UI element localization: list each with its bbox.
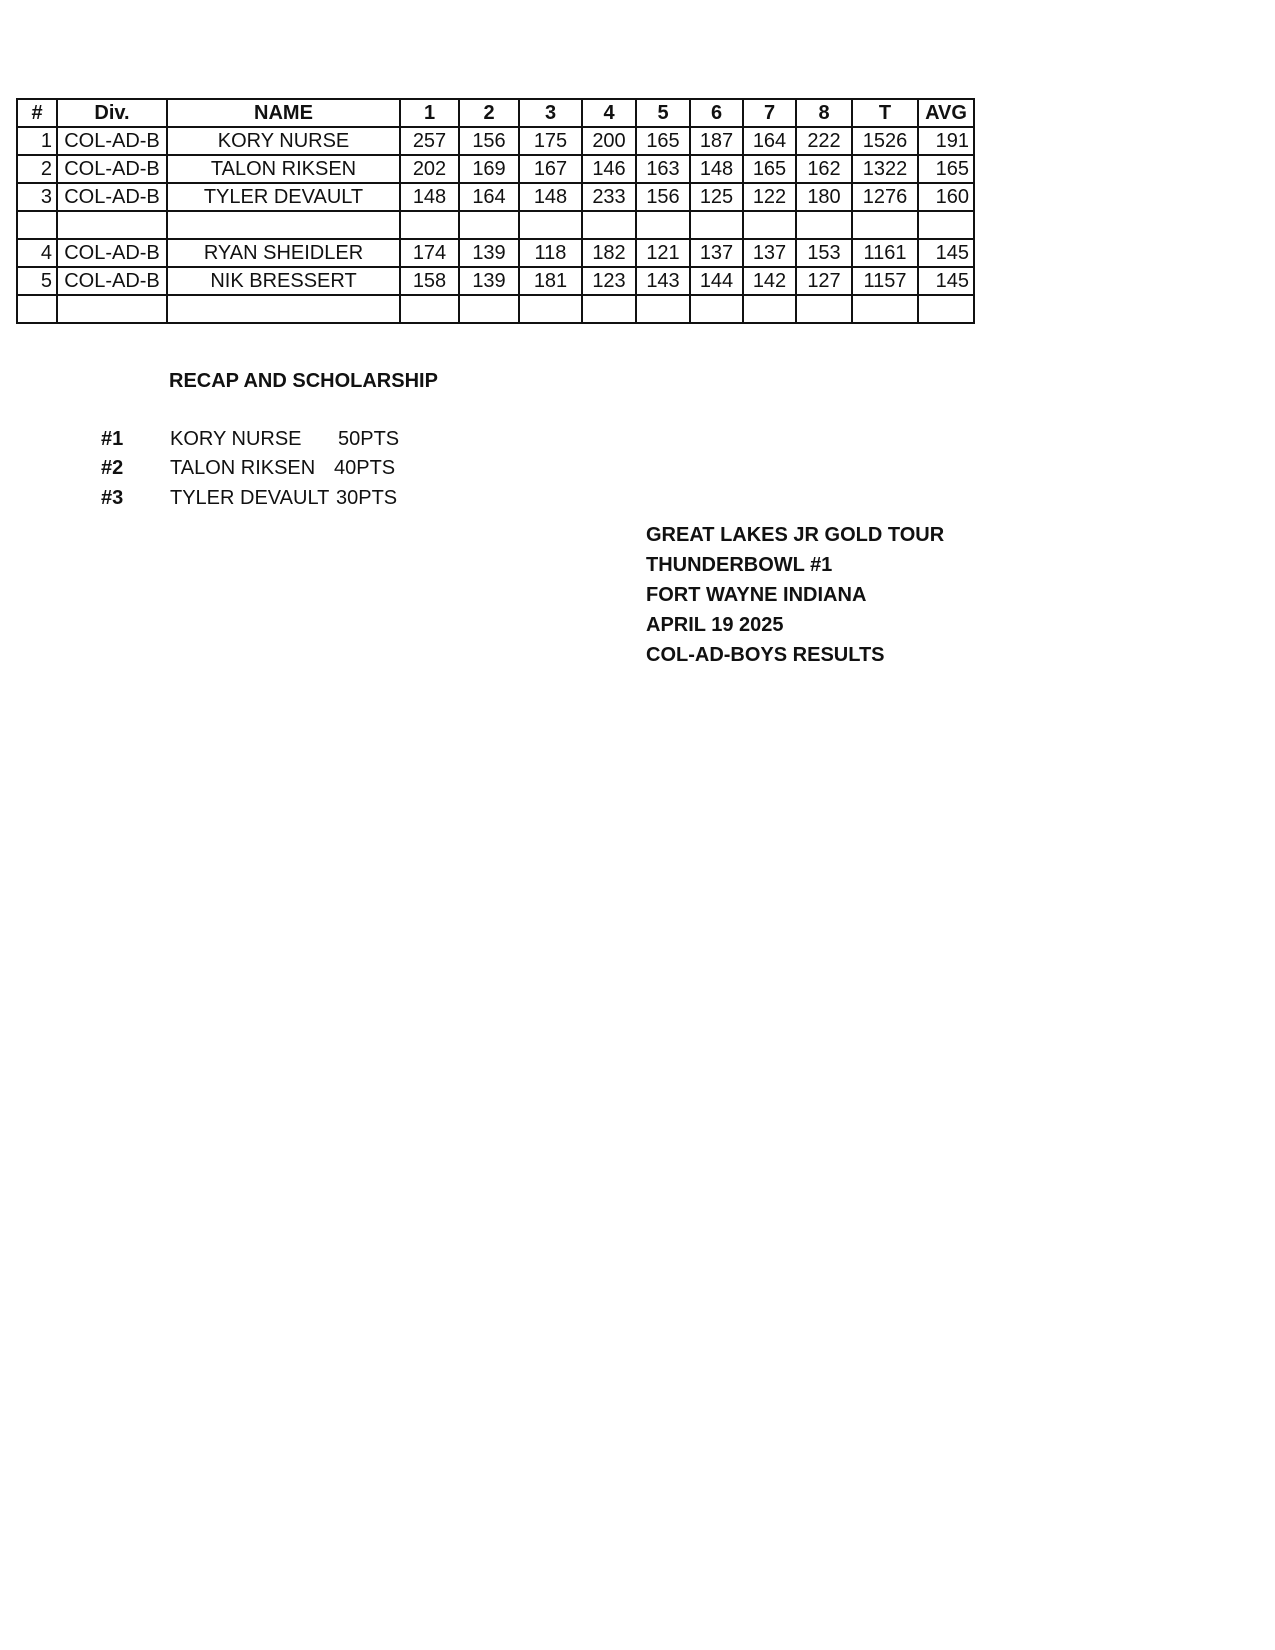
cell-game-6: 144 xyxy=(690,267,743,295)
event-date: APRIL 19 2025 xyxy=(646,614,784,636)
cell-game-2: 164 xyxy=(459,183,519,211)
cell-total: 1322 xyxy=(852,155,918,183)
col-header-game-7: 7 xyxy=(743,99,796,127)
cell-game-8 xyxy=(796,211,852,239)
recap-name: TALON RIKSEN xyxy=(170,457,316,479)
recap-points: 40PTS xyxy=(334,457,396,479)
cell-game-6: 187 xyxy=(690,127,743,155)
event-location: FORT WAYNE INDIANA xyxy=(646,584,867,606)
cell-game-7: 122 xyxy=(743,183,796,211)
cell-game-7 xyxy=(743,295,796,323)
cell-rank: 4 xyxy=(17,239,57,267)
cell-total: 1526 xyxy=(852,127,918,155)
cell-game-7: 164 xyxy=(743,127,796,155)
cell-game-3: 148 xyxy=(519,183,582,211)
cell-game-2: 156 xyxy=(459,127,519,155)
cell-game-4: 233 xyxy=(582,183,636,211)
cell-name: NIK BRESSERT xyxy=(167,267,400,295)
recap-rank: #1 xyxy=(101,428,124,450)
col-header-average: AVG xyxy=(918,99,974,127)
recap-name: KORY NURSE xyxy=(170,428,302,450)
cell-name: TYLER DEVAULT xyxy=(167,183,400,211)
cell-game-2: 139 xyxy=(459,267,519,295)
cell-game-3: 175 xyxy=(519,127,582,155)
cell-game-8: 127 xyxy=(796,267,852,295)
cell-average: 145 xyxy=(918,267,974,295)
event-division-results: COL-AD-BOYS RESULTS xyxy=(646,644,885,666)
cell-game-8: 153 xyxy=(796,239,852,267)
cell-game-5 xyxy=(636,211,690,239)
cell-game-3: 167 xyxy=(519,155,582,183)
col-header-name: NAME xyxy=(167,99,400,127)
cell-game-5: 121 xyxy=(636,239,690,267)
table-row xyxy=(17,211,974,239)
cell-game-5: 143 xyxy=(636,267,690,295)
cell-game-3 xyxy=(519,211,582,239)
cell-game-2: 169 xyxy=(459,155,519,183)
cell-game-3 xyxy=(519,295,582,323)
table-row xyxy=(17,239,974,267)
cell-average xyxy=(918,295,974,323)
cell-game-2 xyxy=(459,211,519,239)
recap-entry xyxy=(0,484,420,512)
cell-game-6: 148 xyxy=(690,155,743,183)
cell-division: COL-AD-B xyxy=(57,183,167,211)
cell-game-2: 139 xyxy=(459,239,519,267)
cell-game-6: 137 xyxy=(690,239,743,267)
col-header-game-6: 6 xyxy=(690,99,743,127)
cell-game-5: 165 xyxy=(636,127,690,155)
col-header-game-5: 5 xyxy=(636,99,690,127)
table-row xyxy=(17,183,974,211)
cell-game-6: 125 xyxy=(690,183,743,211)
cell-game-1: 257 xyxy=(400,127,459,155)
table-row xyxy=(17,267,974,295)
cell-game-7 xyxy=(743,211,796,239)
cell-game-4 xyxy=(582,295,636,323)
cell-total: 1276 xyxy=(852,183,918,211)
recap-rank: #2 xyxy=(101,457,124,479)
cell-division: COL-AD-B xyxy=(57,267,167,295)
cell-game-1: 174 xyxy=(400,239,459,267)
col-header-rank: # xyxy=(17,99,57,127)
cell-game-4: 200 xyxy=(582,127,636,155)
event-info xyxy=(646,520,944,670)
cell-game-8: 162 xyxy=(796,155,852,183)
cell-total: 1157 xyxy=(852,267,918,295)
cell-rank: 2 xyxy=(17,155,57,183)
cell-game-7: 137 xyxy=(743,239,796,267)
cell-rank xyxy=(17,211,57,239)
cell-game-4 xyxy=(582,211,636,239)
cell-rank: 1 xyxy=(17,127,57,155)
cell-total xyxy=(852,295,918,323)
cell-rank: 5 xyxy=(17,267,57,295)
cell-game-4: 123 xyxy=(582,267,636,295)
col-header-total: T xyxy=(852,99,918,127)
cell-average: 165 xyxy=(918,155,974,183)
recap-name: TYLER DEVAULT xyxy=(170,487,330,509)
results-table xyxy=(16,98,975,324)
table-header-row xyxy=(17,99,974,127)
col-header-game-4: 4 xyxy=(582,99,636,127)
cell-name: KORY NURSE xyxy=(167,127,400,155)
cell-division xyxy=(57,211,167,239)
cell-division: COL-AD-B xyxy=(57,239,167,267)
recap-rank: #3 xyxy=(101,487,124,509)
cell-average xyxy=(918,211,974,239)
event-venue: THUNDERBOWL #1 xyxy=(646,554,833,576)
cell-game-7: 142 xyxy=(743,267,796,295)
cell-game-5: 156 xyxy=(636,183,690,211)
cell-game-8: 180 xyxy=(796,183,852,211)
cell-game-5: 163 xyxy=(636,155,690,183)
cell-average: 160 xyxy=(918,183,974,211)
col-header-game-3: 3 xyxy=(519,99,582,127)
cell-game-6 xyxy=(690,295,743,323)
cell-game-2 xyxy=(459,295,519,323)
cell-division: COL-AD-B xyxy=(57,127,167,155)
col-header-division: Div. xyxy=(57,99,167,127)
cell-name: RYAN SHEIDLER xyxy=(167,239,400,267)
recap-entry xyxy=(0,454,420,482)
cell-rank: 3 xyxy=(17,183,57,211)
recap-title: RECAP AND SCHOLARSHIP xyxy=(169,370,438,392)
cell-game-6 xyxy=(690,211,743,239)
cell-rank xyxy=(17,295,57,323)
cell-division: COL-AD-B xyxy=(57,155,167,183)
cell-game-5 xyxy=(636,295,690,323)
cell-game-3: 181 xyxy=(519,267,582,295)
cell-name xyxy=(167,295,400,323)
cell-game-1: 148 xyxy=(400,183,459,211)
table-row xyxy=(17,295,974,323)
cell-division xyxy=(57,295,167,323)
cell-game-8: 222 xyxy=(796,127,852,155)
cell-game-1: 202 xyxy=(400,155,459,183)
cell-total xyxy=(852,211,918,239)
cell-game-4: 146 xyxy=(582,155,636,183)
col-header-game-1: 1 xyxy=(400,99,459,127)
cell-average: 191 xyxy=(918,127,974,155)
cell-game-4: 182 xyxy=(582,239,636,267)
recap-points: 50PTS xyxy=(338,428,400,450)
cell-game-8 xyxy=(796,295,852,323)
cell-game-1: 158 xyxy=(400,267,459,295)
cell-name: TALON RIKSEN xyxy=(167,155,400,183)
cell-game-3: 118 xyxy=(519,239,582,267)
col-header-game-2: 2 xyxy=(459,99,519,127)
cell-name xyxy=(167,211,400,239)
cell-game-7: 165 xyxy=(743,155,796,183)
results-body xyxy=(17,127,974,323)
recap-points: 30PTS xyxy=(336,487,398,509)
table-row xyxy=(17,155,974,183)
table-row xyxy=(17,127,974,155)
cell-total: 1161 xyxy=(852,239,918,267)
recap-entry xyxy=(0,425,420,453)
cell-game-1 xyxy=(400,295,459,323)
col-header-game-8: 8 xyxy=(796,99,852,127)
cell-average: 145 xyxy=(918,239,974,267)
cell-game-1 xyxy=(400,211,459,239)
event-tour-name: GREAT LAKES JR GOLD TOUR xyxy=(646,524,945,546)
